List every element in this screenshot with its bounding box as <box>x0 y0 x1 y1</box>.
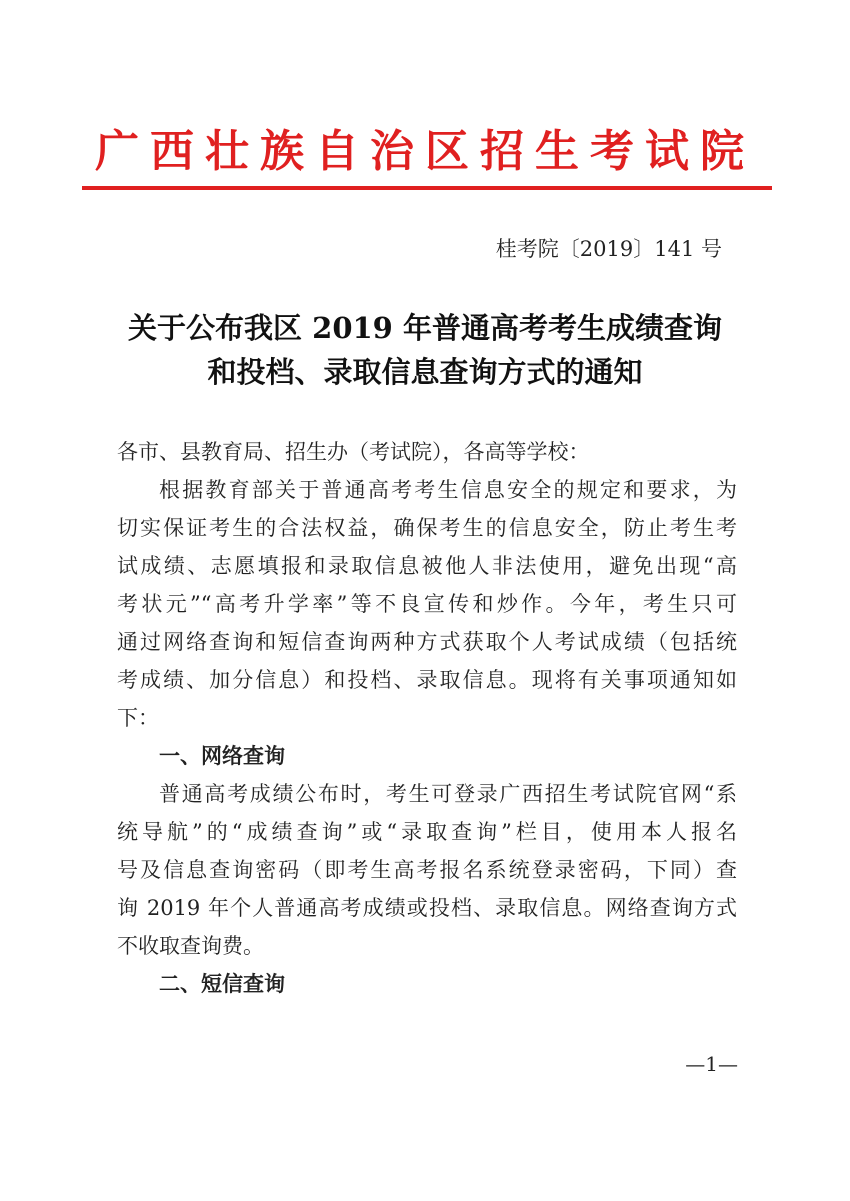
document-title-line-1: 关于公布我区 2019 年普通高考考生成绩查询 <box>128 311 722 345</box>
paragraph-1-line: 试成绩、志愿填报和录取信息被他人非法使用，避免出现“高 <box>117 554 737 578</box>
paragraph-1-line: 考状元”“高考升学率”等不良宣传和炒作。今年，考生只可 <box>117 592 737 616</box>
section-1-heading: 一、网络查询 <box>159 744 285 768</box>
paragraph-2-line: 不收取查询费。 <box>117 934 264 958</box>
paragraph-2-line: 号及信息查询密码（即考生高考报名系统登录密码，下同）查 <box>117 858 737 882</box>
document-number: 桂考院〔2019〕141 号 <box>495 237 722 261</box>
page-number: —1— <box>685 1052 738 1076</box>
paragraph-1-line: 通过网络查询和短信查询两种方式获取个人考试成绩（包括统 <box>117 630 737 654</box>
paragraph-1-line: 根据教育部关于普通高考考生信息安全的规定和要求，为 <box>159 478 737 502</box>
document-title <box>100 306 750 394</box>
document-body <box>117 433 737 1003</box>
section-2-heading: 二、短信查询 <box>159 972 285 996</box>
red-header-rule <box>82 186 772 190</box>
issuing-organization-title: 广西壮族自治区招生考试院 <box>95 126 755 177</box>
paragraph-1-line: 下： <box>117 706 159 730</box>
salutation: 各市、县教育局、招生办（考试院），各高等学校： <box>117 440 590 464</box>
document-title-line-2: 和投档、录取信息查询方式的通知 <box>207 355 643 389</box>
paragraph-2-line: 普通高考成绩公布时，考生可登录广西招生考试院官网“系 <box>159 782 737 806</box>
paragraph-1-line: 考成绩、加分信息）和投档、录取信息。现将有关事项通知如 <box>117 668 737 692</box>
paragraph-2-line: 统导航”的“成绩查询”或“录取查询”栏目，使用本人报名 <box>117 820 737 844</box>
paragraph-2-line: 询 2019 年个人普通高考成绩或投档、录取信息。网络查询方式 <box>117 896 737 920</box>
paragraph-1-line: 切实保证考生的合法权益，确保考生的信息安全，防止考生考 <box>117 516 737 540</box>
